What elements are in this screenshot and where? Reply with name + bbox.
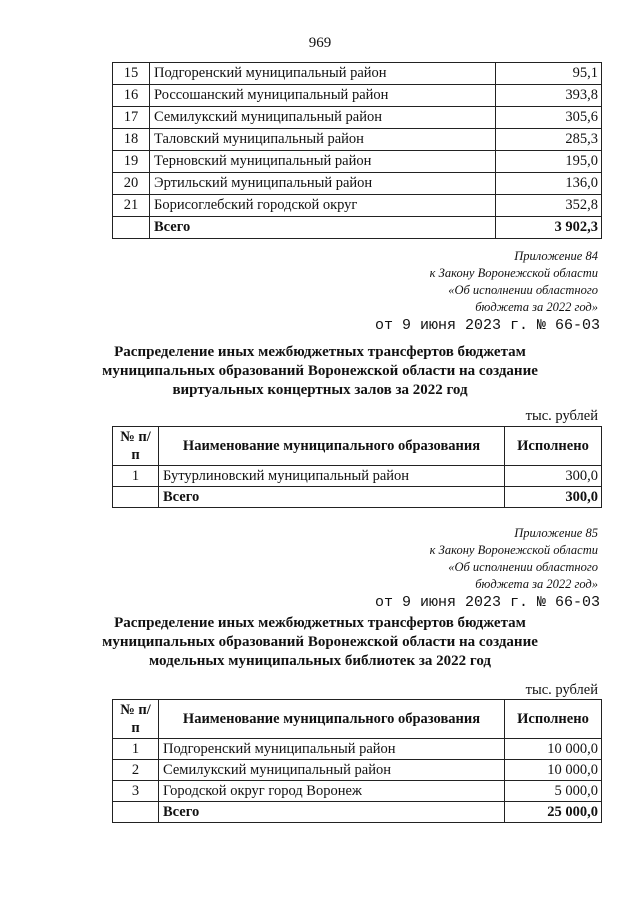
- table-row: [113, 466, 602, 487]
- budget-table-continuation: [112, 62, 602, 239]
- row-value: 305,6: [496, 107, 602, 129]
- header-value: Исполнено: [505, 700, 602, 739]
- appendix-law-title-cont: бюджета за 2022 год»: [475, 577, 598, 591]
- row-number: 18: [113, 129, 150, 151]
- municipality-name: Борисоглебский городской округ: [150, 195, 496, 217]
- row-value: 195,0: [496, 151, 602, 173]
- municipality-name: Подгоренский муниципальный район: [150, 63, 496, 85]
- row-value: 285,3: [496, 129, 602, 151]
- total-row: [113, 487, 602, 508]
- appendix-law-title: «Об исполнении областного: [448, 560, 598, 574]
- row-number: 1: [113, 466, 159, 487]
- total-value: 25 000,0: [505, 802, 602, 823]
- table-row: [113, 781, 602, 802]
- table-row: [113, 195, 602, 217]
- title-line: виртуальных концертных залов за 2022 год: [172, 382, 468, 398]
- municipality-name: Подгоренский муниципальный район: [159, 739, 505, 760]
- title-line: Распределение иных межбюджетных трансфертов бюджетам: [114, 615, 526, 631]
- row-number: 19: [113, 151, 150, 173]
- row-number: 3: [113, 781, 159, 802]
- municipality-name: Семилукский муниципальный район: [159, 760, 505, 781]
- title-line: муниципальных образований Воронежской области на создание: [102, 634, 538, 650]
- units-label: тыс. рублей: [525, 408, 598, 424]
- municipality-name: Эртильский муниципальный район: [150, 173, 496, 195]
- appendix-84-header: [375, 248, 598, 336]
- total-value: 3 902,3: [496, 217, 602, 239]
- municipality-name: Семилукский муниципальный район: [150, 107, 496, 129]
- appendix-date-line: от 9 июня 2023 г. № 66-03: [374, 317, 600, 334]
- municipality-name: Терновский муниципальный район: [150, 151, 496, 173]
- appendix-date-line: от 9 июня 2023 г. № 66-03: [374, 594, 600, 611]
- row-number: 20: [113, 173, 150, 195]
- table-row: [113, 85, 602, 107]
- row-number: 1: [113, 739, 159, 760]
- row-value: 352,8: [496, 195, 602, 217]
- total-label: Всего: [150, 217, 496, 239]
- units-label: тыс. рублей: [525, 682, 598, 698]
- title-line: Распределение иных межбюджетных трансфертов бюджетам: [114, 344, 526, 360]
- title-line: муниципальных образований Воронежской области на создание: [102, 363, 538, 379]
- header-name: Наименование муниципального образования: [159, 700, 505, 739]
- total-value: 300,0: [505, 487, 602, 508]
- appendix-number: Приложение 84: [514, 249, 598, 263]
- municipality-name: Бутурлиновский муниципальный район: [159, 466, 505, 487]
- appendix-law-title: «Об исполнении областного: [448, 283, 598, 297]
- municipality-name: Россошанский муниципальный район: [150, 85, 496, 107]
- total-row: [113, 217, 602, 239]
- row-value: 95,1: [496, 63, 602, 85]
- appendix-law-ref: к Закону Воронежской области: [429, 543, 598, 557]
- header-name: Наименование муниципального образования: [159, 427, 505, 466]
- table-row: [113, 151, 602, 173]
- libraries-table: [112, 699, 602, 823]
- appendix-law-ref: к Закону Воронежской области: [429, 266, 598, 280]
- municipality-name: Таловский муниципальный район: [150, 129, 496, 151]
- row-number: 17: [113, 107, 150, 129]
- row-value: 300,0: [505, 466, 602, 487]
- table-header-row: [113, 700, 602, 739]
- row-value: 10 000,0: [505, 760, 602, 781]
- row-value: 5 000,0: [505, 781, 602, 802]
- header-value: Исполнено: [505, 427, 602, 466]
- table-row: [113, 107, 602, 129]
- row-value: 10 000,0: [505, 739, 602, 760]
- page-number: 969: [308, 35, 332, 51]
- table-header-row: [113, 427, 602, 466]
- table-row: [113, 63, 602, 85]
- row-value: 136,0: [496, 173, 602, 195]
- total-label: Всего: [159, 487, 505, 508]
- appendix-number: Приложение 85: [514, 526, 598, 540]
- row-value: 393,8: [496, 85, 602, 107]
- table-row: [113, 739, 602, 760]
- header-num: № п/п: [113, 427, 159, 466]
- table-row: [113, 760, 602, 781]
- appendix-85-header: [375, 525, 598, 613]
- municipality-name: Городской округ город Воронеж: [159, 781, 505, 802]
- table-row: [113, 173, 602, 195]
- appendix-law-title-cont: бюджета за 2022 год»: [475, 300, 598, 314]
- row-number: 21: [113, 195, 150, 217]
- section-85-title: [0, 614, 640, 671]
- row-number: 2: [113, 760, 159, 781]
- title-line: модельных муниципальных библиотек за 2022 год: [149, 653, 491, 669]
- total-label: Всего: [159, 802, 505, 823]
- row-number: 16: [113, 85, 150, 107]
- row-number: 15: [113, 63, 150, 85]
- header-num: № п/п: [113, 700, 159, 739]
- table-row: [113, 129, 602, 151]
- total-row: [113, 802, 602, 823]
- section-84-title: [0, 343, 640, 400]
- concert-halls-table: [112, 426, 602, 508]
